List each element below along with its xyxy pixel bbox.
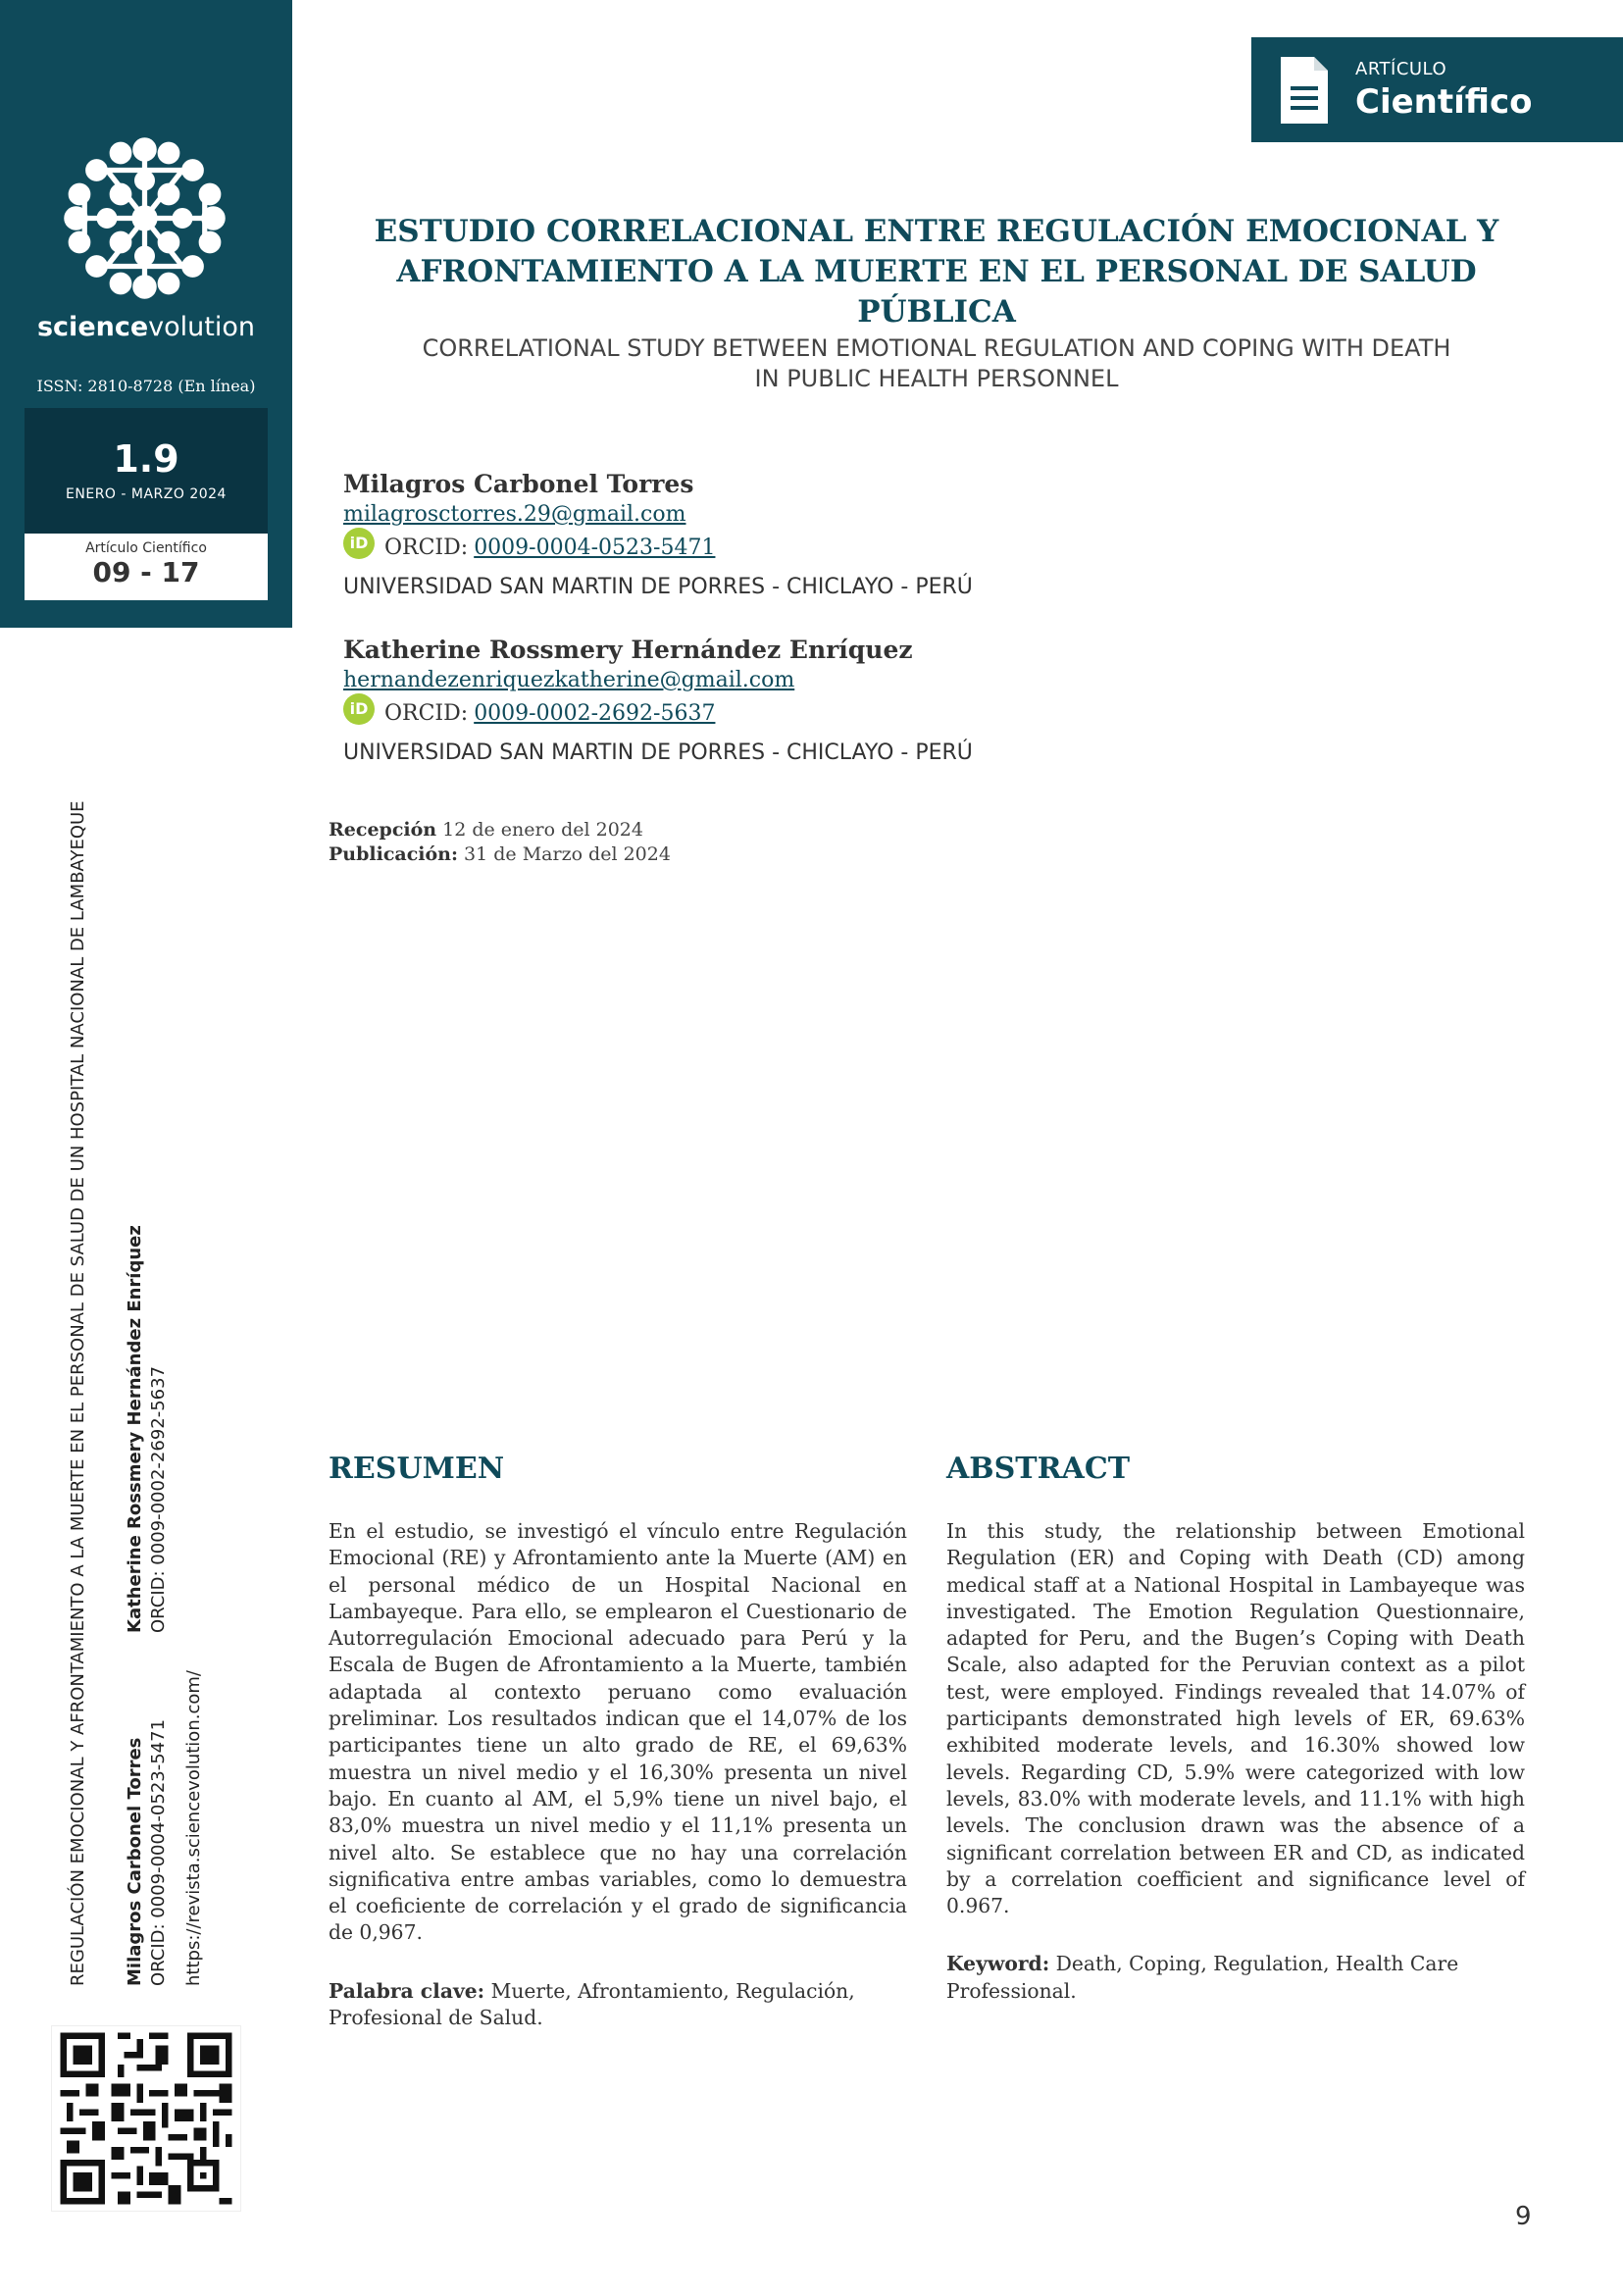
author-email-link[interactable]: hernandezenriquezkatherine@gmail.com bbox=[343, 668, 795, 692]
pages-label: Artículo Científico bbox=[85, 540, 207, 556]
pages-box bbox=[25, 534, 268, 600]
resumen-heading: RESUMEN bbox=[329, 1452, 505, 1486]
qr-code-icon[interactable] bbox=[51, 2025, 241, 2212]
vertical-title: REGULACIÓN EMOCIONAL Y AFRONTAMIENTO A LA MUERTE EN EL PERSONAL DE SALUD DE UN HOSPITAL NACIONAL DE LAMBAYEQUE bbox=[68, 800, 88, 1986]
abstract-body: In this study, the relationship between Emotional Regulation (ER) and Coping with Death (CD) among medical staff at a National Hospital in Lambayeque was investigated. The Emotion Regulation Questionnaire, adapted for Peru, and the Bugen’s Coping with Death Scale, also adapted for the Peruvian context as a pilot test, were employed. Findings revealed that 14.07% of participants demonstrated high levels of ER, 69.63% exhibited moderate levels, and 16.30% showed low levels. Regarding CD, 5.9% were categorized with low levels, 83.0% with moderate levels, and 11.1% with high levels. The conclusion drawn was the absence of a significant correlation between ER and CD, as indicated by a correlation coefficient and significance level of 0.967. bbox=[946, 1519, 1525, 1918]
author-name: Milagros Carbonel Torres bbox=[343, 470, 694, 498]
orcid-label: ORCID: bbox=[384, 536, 469, 560]
author-email-link[interactable]: milagrosctorres.29@gmail.com bbox=[343, 502, 686, 527]
resumen-keywords: Palabra clave: Muerte, Afrontamiento, Regulación, Profesional de Salud. bbox=[329, 1978, 855, 2030]
author-affiliation: UNIVERSIDAD SAN MARTIN DE PORRES - CHICLAYO - PERÚ bbox=[343, 740, 973, 765]
orcid-icon: iD bbox=[343, 693, 375, 725]
orcid-link[interactable]: 0009-0002-2692-5637 bbox=[474, 701, 716, 726]
author-block bbox=[343, 469, 1128, 602]
abstract-section bbox=[946, 1452, 1525, 2005]
brand-name: sciencevolution bbox=[36, 312, 256, 342]
volume-number: 1.9 bbox=[113, 437, 179, 481]
orcid-icon: iD bbox=[343, 528, 375, 559]
title-english: CORRELATIONAL STUDY BETWEEN EMOTIONAL REGULATION AND COPING WITH DEATH IN PUBLIC HEALTH PERSONNEL bbox=[422, 334, 1451, 392]
issn: ISSN: 2810-8728 (En línea) bbox=[36, 377, 256, 395]
resumen-section bbox=[329, 1452, 907, 2031]
author-affiliation: UNIVERSIDAD SAN MARTIN DE PORRES - CHICLAYO - PERÚ bbox=[343, 575, 973, 599]
volume-period: ENERO - MARZO 2024 bbox=[66, 486, 227, 502]
badge-label-small: ARTÍCULO bbox=[1355, 59, 1447, 79]
volume-box bbox=[25, 408, 268, 534]
orcid-line bbox=[343, 534, 1128, 563]
title-spanish: ESTUDIO CORRELACIONAL ENTRE REGULACIÓN EMOCIONAL Y AFRONTAMIENTO A LA MUERTE EN EL PERSONAL DE SALUD PÚBLICA bbox=[374, 214, 1499, 330]
vertical-author: Katherine Rossmery Hernández Enríquez ORCID: 0009-0002-2692-5637 bbox=[125, 1225, 169, 1633]
vertical-author: Milagros Carbonel Torres ORCID: 0009-0004-0523-5471 bbox=[125, 1718, 169, 1986]
article-dates bbox=[329, 818, 671, 867]
journal-url[interactable]: https://revista.sciencevolution.com/ bbox=[183, 1670, 204, 1986]
orcid-link[interactable]: 0009-0004-0523-5471 bbox=[474, 536, 716, 560]
pages-range: 09 - 17 bbox=[92, 556, 200, 588]
document-icon bbox=[1279, 55, 1330, 126]
publication-date: Publicación: 31 de Marzo del 2024 bbox=[329, 843, 671, 865]
orcid-label: ORCID: bbox=[384, 701, 469, 726]
abstract-heading: ABSTRACT bbox=[946, 1452, 1131, 1486]
article-type-badge bbox=[1251, 37, 1623, 142]
vertical-citation bbox=[67, 750, 204, 1986]
page-number: 9 bbox=[1515, 2202, 1532, 2231]
badge-label-big: Científico bbox=[1355, 82, 1533, 122]
resumen-body: En el estudio, se investigó el vínculo entre Regulación Emocional (RE) y Afrontamiento ante la Muerte (AM) en el personal médico de un Hospital Nacional en Lambayeque. Para ello, se emplearon el Cuestionario de Autorregulación Emocional adecuado para Perú y la Escala de Bugen de Afrontamiento a la Muerte, también adaptada al contexto peruano como evaluación preliminar. Los resultados indican que el 14,07% de los participantes tiene un alto grado de RE, el 69,63% muestra un nivel medio y el 16,30% presenta un nivel bajo. En cuanto al AM, el 5,9% tiene un nivel bajo, el 83,0% muestra un nivel medio y el 11,1% presenta un nivel alto. Se establece que no hay una correlación significativa entre ambas variables, como lo demuestra el coeficiente de correlación y el grado de significancia de 0,967. bbox=[329, 1519, 907, 1945]
sidebar-block bbox=[0, 0, 292, 628]
network-logo-icon bbox=[59, 132, 230, 304]
author-block bbox=[343, 635, 1128, 768]
reception-date: Recepción 12 de enero del 2024 bbox=[329, 819, 643, 841]
author-name: Katherine Rossmery Hernández Enríquez bbox=[343, 636, 913, 664]
orcid-line bbox=[343, 699, 1128, 729]
abstract-keywords: Keyword: Death, Coping, Regulation, Health Care Professional. bbox=[946, 1952, 1459, 2003]
